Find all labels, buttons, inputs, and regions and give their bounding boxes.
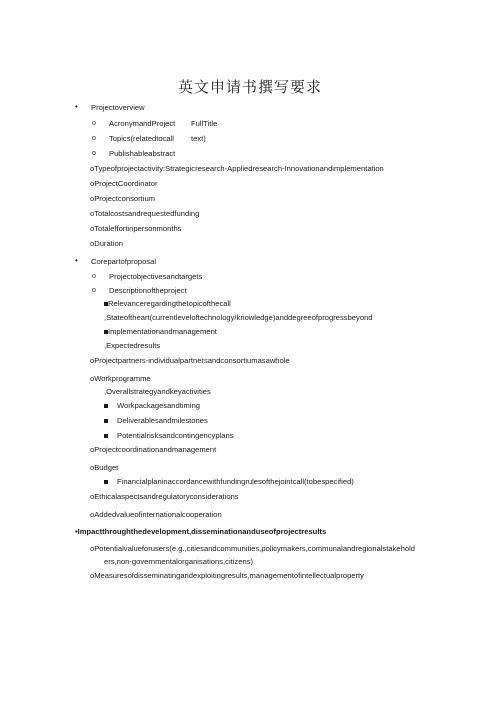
item-description: Descriptionoftheproject: [109, 286, 187, 295]
item-strategy: ,Overallstrategyandkeyactivities: [104, 387, 211, 396]
item-measures: oMeasuresofdisseminatingandexploitingresults,managementofintellectualproperty: [90, 571, 364, 580]
square-bullet-icon: [104, 404, 108, 408]
square-bullet-icon: [104, 480, 108, 484]
sub-bullet-marker: ο: [92, 135, 96, 142]
square-bullet-icon: [104, 419, 108, 423]
section-heading-impact: •Impactthroughthedevelopment,disseminationanduseofprojectresults: [75, 527, 327, 536]
item-topics: Topics(relatedtocall: [109, 134, 174, 143]
item-costs: oTotalcostsandrequestedfunding: [90, 209, 200, 218]
item-financial-plan: Financialplaninaccordancewithfundingrulesofthejointcall(tobespecified): [104, 477, 354, 487]
item-workprogramme: oWorkprogramme: [90, 374, 151, 383]
sub-bullet-marker: ο: [92, 287, 96, 294]
sub-bullet-marker: ο: [92, 120, 96, 127]
sub-bullet-marker: ο: [92, 273, 96, 280]
section-heading-project-overview: Projectoverview: [91, 103, 145, 112]
item-duration: oDuration: [90, 239, 123, 248]
item-implementation: Implementationandmanagement: [104, 327, 217, 337]
item-potential-value-cont: ers,non-governmentalorganisations,citizens): [104, 557, 253, 566]
item-potential-value: oPotentialvalueforusers(e.g.,citiesandcommunities,policymakers,communalandregionalstakehold: [90, 544, 416, 553]
sub-bullet-marker: ο: [92, 150, 96, 157]
item-activity-type: oTypeofprojectactivity:Strategicresearch-Appliedresearch-Innovationandimplementation: [90, 164, 384, 173]
item-acronym-col2: FullTitle: [191, 119, 218, 128]
bullet-dot: •: [75, 102, 78, 111]
item-budget: oBudget: [90, 463, 119, 472]
section-heading-core-part: Corepartofproposal: [91, 257, 157, 266]
item-international: oAddedvalueofinternationalcooperation: [90, 510, 222, 519]
item-workpackages: Workpackagesandtiming: [104, 401, 200, 411]
item-state-of-art: ,Stateoftheart(currentleveloftechnology/knowledge)anddegreeofprogressbeyond: [104, 313, 373, 322]
item-coordination: oProjectcoordinationandmanagement: [90, 445, 217, 454]
square-bullet-icon: [104, 434, 108, 438]
document-title: 英文申请书撰写要求: [177, 78, 322, 96]
item-risks: Potentialrisksandcontingencyplans: [104, 431, 234, 441]
item-consortium: oProjectconsortium: [90, 194, 155, 203]
item-expected-results: ,Expectedresults: [104, 341, 161, 350]
item-coordinator: oProjectCoordinator: [90, 179, 158, 188]
bullet-dot: •: [75, 256, 78, 265]
item-topics-col2: text): [191, 134, 206, 143]
item-ethical: oEthicalaspectsandregulatoryconsiderations: [90, 492, 239, 501]
item-publishable-abstract: Publishableabstract: [109, 149, 176, 158]
item-effort: oTotaleffortinpersonmonths: [90, 224, 182, 233]
item-acronym: AcronymandProject: [109, 119, 176, 128]
item-partners: oProjectpartners-individualpartnersandconsortiumasawhole: [90, 356, 290, 365]
item-relevance: Relevanceregardingthetopicofthecall: [104, 299, 231, 309]
item-objectives: Projectobjectivesandtargets: [109, 272, 203, 281]
item-deliverables: Deliverablesandmilestones: [104, 416, 208, 426]
